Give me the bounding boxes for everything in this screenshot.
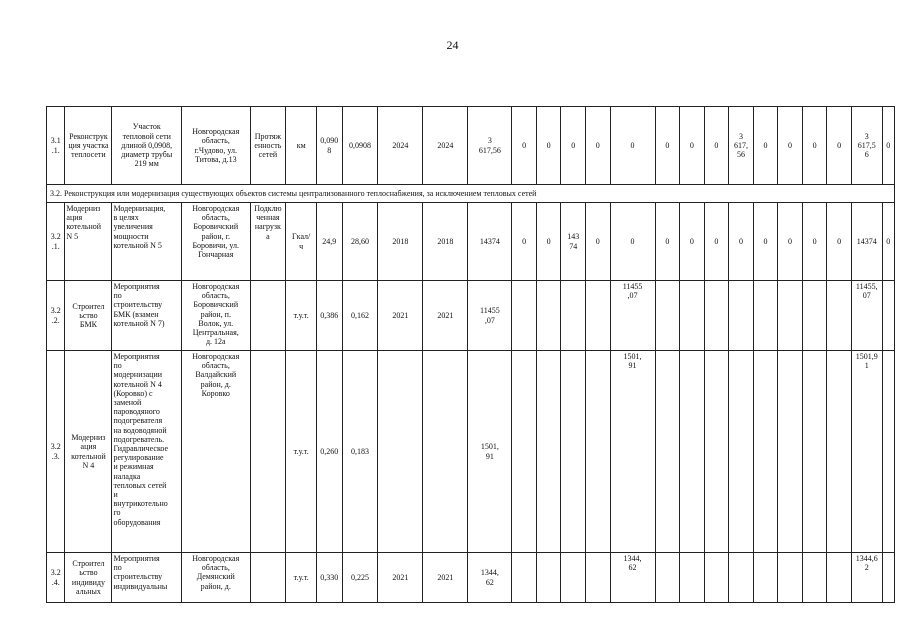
amount-cell	[882, 553, 894, 603]
section-title: 3.2. Реконструкция или модернизация существующих объектов системы централизованного теплоснабжения, за исключением тепловых сетей	[47, 185, 895, 203]
object-description: Модернизация, в целях увеличения мощности котельной N 5	[112, 203, 182, 281]
amount-cell: 0	[655, 107, 680, 185]
amount-cell: 0	[536, 107, 561, 185]
year-start: 2024	[378, 107, 423, 185]
amount-cell: 0	[778, 107, 803, 185]
table-row	[47, 281, 895, 351]
amount-cell: 0	[753, 107, 778, 185]
amount-cell	[655, 281, 680, 351]
total-cost: 3 617,56	[468, 107, 512, 185]
amount-cell	[827, 553, 852, 603]
object-name: Модерниз ация котельной N 4	[65, 351, 112, 553]
object-description: Мероприятия по строительству индивидуальны	[112, 553, 182, 603]
object-location: Новгородская область, Боровичский район, г. Боровичи, ул. Гончарная	[182, 203, 251, 281]
unit: км	[286, 107, 317, 185]
amount-cell	[827, 351, 852, 553]
amount-cell: 0	[753, 203, 778, 281]
amount-cell: 0	[729, 203, 754, 281]
amount-cell: 1501,9 1	[851, 351, 882, 553]
amount-cell	[561, 351, 586, 553]
value-after: 0,162	[342, 281, 378, 351]
amount-cell: 0	[704, 107, 729, 185]
amount-cell: 0	[610, 203, 655, 281]
amount-cell: 11455 ,07	[610, 281, 655, 351]
amount-cell	[802, 281, 827, 351]
amount-cell	[512, 351, 537, 553]
amount-cell: 143 74	[561, 203, 586, 281]
object-name: Строител ьство БМК	[65, 281, 112, 351]
amount-cell: 0	[882, 203, 894, 281]
parameter-name	[250, 281, 286, 351]
amount-cell: 0	[586, 107, 611, 185]
amount-cell	[778, 553, 803, 603]
table-row	[47, 107, 895, 185]
object-name: Модерниз ация котельной N 5	[65, 203, 112, 281]
amount-cell: 0	[512, 107, 537, 185]
amount-cell	[586, 553, 611, 603]
amount-cell	[536, 281, 561, 351]
amount-cell: 0	[512, 203, 537, 281]
amount-cell: 1344, 62	[610, 553, 655, 603]
row-number: 3.2 .1.	[47, 203, 65, 281]
total-cost: 1501, 91	[468, 351, 512, 553]
year-end	[423, 351, 468, 553]
page-number: 24	[446, 38, 459, 52]
table-row	[47, 553, 895, 603]
amount-cell	[586, 281, 611, 351]
amount-cell	[655, 553, 680, 603]
total-cost: 11455 ,07	[468, 281, 512, 351]
amount-cell: 0	[680, 203, 705, 281]
object-description: Мероприятия по строительству БМК (взамен котельной N 7)	[112, 281, 182, 351]
amount-cell: 0	[827, 203, 852, 281]
parameter-name	[250, 351, 286, 553]
year-start: 2021	[378, 281, 423, 351]
parameter-name: Подклю ченная нагрузк а	[250, 203, 286, 281]
amount-cell: 0	[655, 203, 680, 281]
amount-cell: 0	[827, 107, 852, 185]
object-location: Новгородская область, Демянский район, д.	[182, 553, 251, 603]
amount-cell	[778, 351, 803, 553]
amount-cell	[882, 351, 894, 553]
value-before: 24,9	[317, 203, 343, 281]
amount-cell	[729, 553, 754, 603]
unit: т.у.т.	[286, 553, 317, 603]
unit: т.у.т.	[286, 281, 317, 351]
amount-cell	[778, 281, 803, 351]
year-end: 2024	[423, 107, 468, 185]
amount-cell	[753, 553, 778, 603]
amount-cell: 0	[882, 107, 894, 185]
object-location: Новгородская область, Боровичский район, п. Волок, ул. Центральная, д. 12а	[182, 281, 251, 351]
amount-cell	[882, 281, 894, 351]
amount-cell	[536, 553, 561, 603]
amount-cell	[512, 281, 537, 351]
amount-cell: 11455, 07	[851, 281, 882, 351]
amount-cell	[680, 351, 705, 553]
amount-cell	[704, 281, 729, 351]
object-location: Новгородская область, г.Чудово, ул. Титова, д.13	[182, 107, 251, 185]
amount-cell: 1501, 91	[610, 351, 655, 553]
amount-cell	[561, 281, 586, 351]
amount-cell	[680, 553, 705, 603]
parameter-name: Протяж енность сетей	[250, 107, 286, 185]
table-row	[47, 351, 895, 553]
year-start	[378, 351, 423, 553]
section-row	[47, 185, 895, 203]
amount-cell	[512, 553, 537, 603]
investment-table	[46, 106, 895, 603]
row-number: 3.2 .4.	[47, 553, 65, 603]
amount-cell	[802, 553, 827, 603]
amount-cell: 0	[561, 107, 586, 185]
row-number: 3.2 .2.	[47, 281, 65, 351]
amount-cell	[655, 351, 680, 553]
amount-cell: 1344,6 2	[851, 553, 882, 603]
row-number: 3.1 .1.	[47, 107, 65, 185]
value-after: 0,183	[342, 351, 378, 553]
row-number: 3.2 .3.	[47, 351, 65, 553]
amount-cell	[586, 351, 611, 553]
amount-cell: 3 617,5 6	[851, 107, 882, 185]
amount-cell: 0	[802, 107, 827, 185]
object-name: Реконструк ция участка теплосети	[65, 107, 112, 185]
amount-cell	[753, 281, 778, 351]
amount-cell	[536, 351, 561, 553]
amount-cell: 3 617, 56	[729, 107, 754, 185]
value-before: 0,386	[317, 281, 343, 351]
amount-cell	[802, 351, 827, 553]
amount-cell: 0	[586, 203, 611, 281]
amount-cell	[753, 351, 778, 553]
object-location: Новгородская область, Валдайский район, д. Коровко	[182, 351, 251, 553]
object-description: Участок тепловой сети длиной 0,0908, диаметр трубы 219 мм	[112, 107, 182, 185]
amount-cell: 0	[610, 107, 655, 185]
year-end: 2021	[423, 553, 468, 603]
amount-cell	[680, 281, 705, 351]
year-end: 2021	[423, 281, 468, 351]
amount-cell	[729, 281, 754, 351]
unit: Гкал/ ч	[286, 203, 317, 281]
object-description: Мероприятия по модернизации котельной N 4 (Коровко) с заменой пароводяного подогревателя на водоводяной подогреватель. Гидравлическое регулирование и режимная наладка тепловых сетей и внутрикотельно го оборудования	[112, 351, 182, 553]
amount-cell: 14374	[851, 203, 882, 281]
amount-cell: 0	[778, 203, 803, 281]
amount-cell	[729, 351, 754, 553]
value-before: 0,090 8	[317, 107, 343, 185]
year-start: 2018	[378, 203, 423, 281]
amount-cell	[704, 351, 729, 553]
amount-cell	[561, 553, 586, 603]
amount-cell	[827, 281, 852, 351]
amount-cell: 0	[704, 203, 729, 281]
value-after: 28,60	[342, 203, 378, 281]
value-before: 0,330	[317, 553, 343, 603]
year-end: 2018	[423, 203, 468, 281]
total-cost: 1344, 62	[468, 553, 512, 603]
table-row	[47, 203, 895, 281]
amount-cell: 0	[802, 203, 827, 281]
value-after: 0,225	[342, 553, 378, 603]
total-cost: 14374	[468, 203, 512, 281]
value-after: 0,0908	[342, 107, 378, 185]
parameter-name	[250, 553, 286, 603]
amount-cell: 0	[680, 107, 705, 185]
amount-cell: 0	[536, 203, 561, 281]
amount-cell	[704, 553, 729, 603]
value-before: 0,260	[317, 351, 343, 553]
unit: т.у.т.	[286, 351, 317, 553]
object-name: Строител ьство индивиду альных	[65, 553, 112, 603]
year-start: 2021	[378, 553, 423, 603]
